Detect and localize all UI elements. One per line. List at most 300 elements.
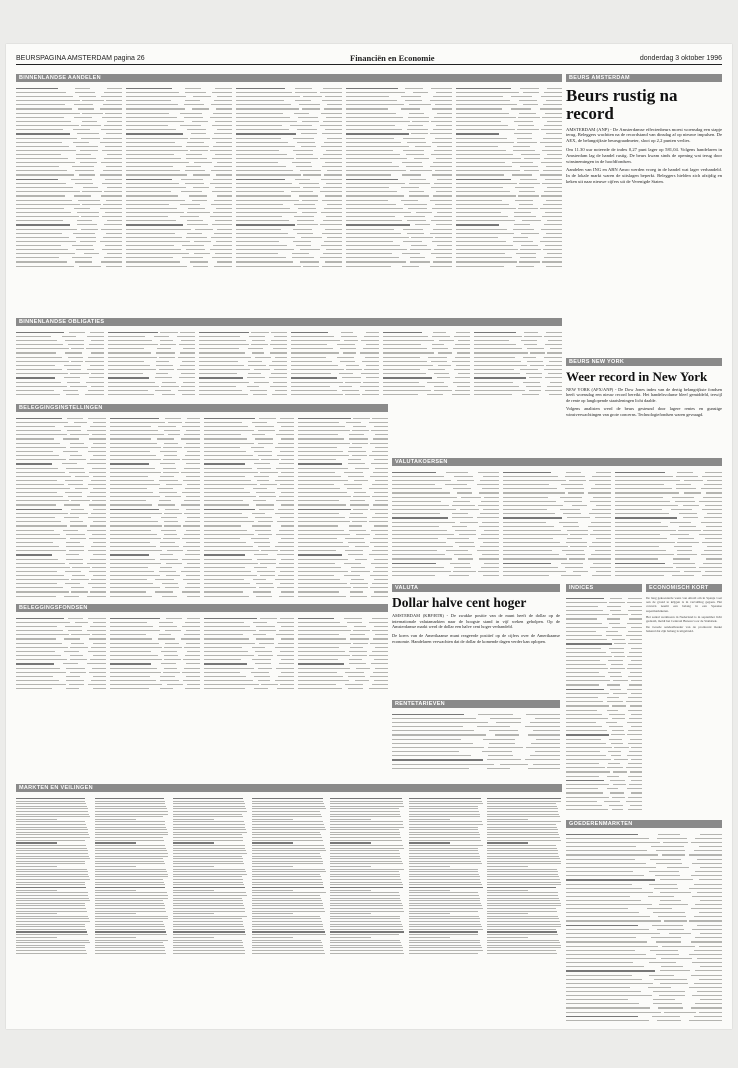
fine-print-line bbox=[204, 468, 252, 469]
fine-print-line bbox=[258, 680, 271, 681]
fine-print-line bbox=[298, 463, 342, 465]
fine-print-line bbox=[456, 224, 499, 226]
fine-print-line bbox=[89, 344, 104, 345]
fine-print-line bbox=[392, 751, 459, 752]
fine-print-line bbox=[180, 332, 196, 333]
fine-print-line bbox=[95, 811, 168, 812]
fine-print-line bbox=[694, 983, 722, 984]
fine-print-line bbox=[187, 224, 208, 225]
fine-print-line bbox=[590, 534, 610, 535]
fine-print-line bbox=[92, 567, 106, 568]
fine-print-line bbox=[236, 179, 285, 181]
fine-print-line bbox=[409, 829, 478, 830]
section-title: BINNENLANDSE OBLIGATIES bbox=[16, 318, 562, 326]
fine-print-line bbox=[430, 100, 452, 101]
fine-print-line bbox=[271, 332, 287, 333]
fine-print-line bbox=[372, 418, 388, 419]
fine-print-line bbox=[330, 898, 400, 899]
fine-print-line bbox=[489, 730, 518, 731]
fine-print-line bbox=[461, 497, 481, 498]
fine-print-line bbox=[566, 1003, 639, 1004]
fine-print-line bbox=[108, 336, 146, 337]
fine-print-line bbox=[70, 538, 86, 539]
fine-print-line bbox=[204, 567, 245, 568]
fine-print-line bbox=[71, 179, 92, 180]
fine-print-line bbox=[16, 676, 53, 677]
fine-print-line bbox=[185, 587, 200, 588]
fine-print-line bbox=[523, 382, 541, 383]
fine-print-line bbox=[16, 890, 57, 891]
fine-print-line bbox=[280, 618, 294, 619]
fine-print-line bbox=[360, 352, 378, 353]
fine-print-line bbox=[79, 174, 95, 175]
fine-print-line bbox=[16, 476, 71, 477]
fine-print-line bbox=[95, 837, 164, 838]
fine-print-line bbox=[352, 655, 367, 656]
fine-print-line bbox=[525, 759, 560, 760]
fine-print-line bbox=[352, 521, 367, 522]
fine-print-line bbox=[298, 534, 350, 535]
fine-print-line bbox=[276, 434, 294, 435]
fine-print-line bbox=[217, 129, 232, 130]
fine-print-line bbox=[91, 579, 106, 580]
fine-print-line bbox=[452, 517, 473, 518]
fine-print-line bbox=[252, 842, 293, 844]
fine-print-line bbox=[524, 170, 539, 171]
fine-print-line bbox=[184, 447, 201, 448]
fine-print-line bbox=[330, 808, 399, 809]
fine-print-line bbox=[689, 854, 722, 855]
fine-print-line bbox=[70, 521, 83, 522]
fine-print-line bbox=[348, 476, 364, 477]
fine-print-line bbox=[95, 829, 167, 830]
fine-print-line bbox=[301, 146, 316, 147]
fine-print-line bbox=[546, 365, 562, 366]
fine-print-line bbox=[16, 500, 69, 501]
fine-print-line bbox=[437, 377, 449, 378]
fine-print-line bbox=[374, 659, 388, 660]
fine-print-line bbox=[487, 874, 558, 875]
fine-print-line bbox=[660, 970, 690, 971]
fine-print-line bbox=[548, 340, 562, 341]
fine-print-line bbox=[392, 476, 444, 477]
fine-print-line bbox=[503, 530, 561, 531]
fine-print-line bbox=[452, 526, 467, 527]
fine-print-row bbox=[456, 264, 562, 268]
fine-print-line bbox=[699, 846, 722, 847]
fine-print-line bbox=[108, 394, 154, 395]
fine-print-line bbox=[298, 546, 349, 547]
fine-print-line bbox=[294, 113, 309, 114]
fine-print-line bbox=[184, 468, 200, 469]
fine-print-line bbox=[627, 656, 642, 657]
fine-print-line bbox=[16, 863, 85, 864]
fine-print-line bbox=[330, 892, 399, 893]
fine-print-line bbox=[546, 166, 562, 167]
fine-print-line bbox=[90, 365, 104, 366]
fine-print-line bbox=[433, 261, 452, 262]
fine-print-line bbox=[110, 484, 160, 485]
fine-print-line bbox=[615, 550, 667, 551]
fine-print-line bbox=[596, 472, 611, 473]
fine-print-line bbox=[126, 257, 173, 258]
fine-print-line bbox=[373, 438, 388, 439]
fine-print-line bbox=[297, 220, 314, 221]
fine-print-line bbox=[434, 183, 452, 184]
fine-print-line bbox=[182, 492, 200, 493]
fine-print-line bbox=[16, 504, 56, 505]
fine-print-line bbox=[431, 88, 452, 89]
fine-print-line bbox=[217, 229, 232, 230]
fine-print-line bbox=[77, 224, 97, 225]
fine-print-line bbox=[369, 521, 388, 522]
fine-print-line bbox=[369, 622, 388, 623]
fine-print-line bbox=[204, 559, 252, 560]
fine-print-line bbox=[607, 710, 618, 711]
fine-print-line bbox=[173, 816, 242, 817]
fine-print-line bbox=[293, 241, 311, 242]
fine-print-line bbox=[204, 517, 248, 518]
fine-print-line bbox=[487, 900, 559, 901]
fine-print-line bbox=[252, 863, 324, 864]
fine-print-line bbox=[16, 808, 88, 809]
fine-print-line bbox=[409, 806, 478, 807]
fine-print-line bbox=[353, 496, 370, 497]
article-new-york bbox=[566, 358, 722, 454]
fine-print-line bbox=[474, 361, 520, 362]
fine-print-line bbox=[346, 187, 389, 188]
fine-print-line bbox=[566, 863, 646, 864]
fine-print-line bbox=[274, 336, 287, 337]
fine-print-line bbox=[566, 979, 642, 980]
fine-print-line bbox=[628, 710, 642, 711]
fine-print-line bbox=[456, 113, 509, 114]
fine-print-line bbox=[566, 680, 610, 681]
fine-print-line bbox=[487, 876, 559, 877]
fine-print-line bbox=[159, 357, 175, 358]
fine-print-line bbox=[72, 245, 93, 246]
fine-print-line bbox=[628, 697, 642, 698]
fine-print-line bbox=[383, 352, 434, 353]
fine-print-line bbox=[487, 848, 556, 849]
fine-print-line bbox=[173, 845, 245, 846]
fine-print-line bbox=[173, 947, 244, 948]
fine-print-line bbox=[95, 942, 164, 943]
fine-print-line bbox=[548, 373, 562, 374]
fine-print-line bbox=[409, 869, 478, 870]
fine-print-line bbox=[253, 500, 267, 501]
fine-print-line bbox=[16, 257, 59, 258]
fine-print-line bbox=[653, 912, 686, 913]
fine-print-line bbox=[185, 688, 200, 689]
fine-print-line bbox=[392, 526, 439, 527]
fine-print-line bbox=[613, 693, 627, 694]
fine-print-line bbox=[106, 133, 122, 134]
fine-print-line bbox=[561, 575, 581, 576]
fine-print-line bbox=[95, 884, 165, 885]
fine-print-line bbox=[566, 606, 598, 607]
fine-print-line bbox=[590, 501, 610, 502]
fine-print-line bbox=[281, 559, 294, 560]
fine-print-line bbox=[279, 663, 294, 664]
fine-print-line bbox=[383, 382, 419, 383]
fine-print-line bbox=[526, 747, 560, 748]
fine-print-line bbox=[409, 861, 481, 862]
fine-print-line bbox=[549, 361, 562, 362]
fine-print-line bbox=[16, 672, 66, 673]
fine-print-line bbox=[173, 869, 245, 870]
fine-print-line bbox=[611, 734, 626, 735]
fine-print-line bbox=[16, 811, 88, 812]
fine-print-line bbox=[186, 643, 200, 644]
fine-print-line bbox=[325, 129, 342, 130]
fine-print-line bbox=[110, 626, 153, 627]
fine-print-line bbox=[542, 183, 562, 184]
fine-print-line bbox=[626, 701, 642, 702]
fine-print-line bbox=[110, 434, 164, 435]
fine-print-line bbox=[110, 480, 154, 481]
fine-print-line bbox=[330, 950, 403, 951]
fine-print-line bbox=[407, 142, 426, 143]
fine-print-line bbox=[545, 113, 562, 114]
fine-print-line bbox=[697, 859, 722, 860]
fine-print-line bbox=[524, 336, 542, 337]
fine-print-line bbox=[278, 476, 294, 477]
fine-print-line bbox=[590, 567, 610, 568]
article-paragraph: NEW YORK (AFX/ANP) - De Dow Jones index van de dertig belangrijkste fondsen heeft woensdag een nieuw record bereikt. Het handelsvolume bleef gemiddeld, terwijl de rente op langlopende staatsleningen licht daalde. bbox=[566, 386, 722, 403]
fine-print-line bbox=[212, 138, 232, 139]
fine-print-line bbox=[691, 975, 722, 976]
fine-print-line bbox=[65, 492, 82, 493]
fine-print-line bbox=[482, 554, 499, 555]
fine-print-line bbox=[236, 170, 293, 171]
fine-print-line bbox=[409, 824, 483, 825]
fine-print-line bbox=[527, 348, 545, 349]
fine-print-line bbox=[104, 92, 122, 93]
fine-print-line bbox=[346, 241, 393, 242]
article-paragraph: AMSTERDAM (ANP) - De Amsterdamse effectenbeurs moest woensdag een stapje terug. Beleggers wachtten na de recordstand van dinsdag af op nieuwe impulsen. De AEX, de belangrijkste beursgraadmeter, sloot op 2,2 punten verlies. bbox=[566, 126, 722, 144]
fine-print-line bbox=[566, 879, 655, 881]
fine-print-line bbox=[173, 806, 245, 807]
fine-print-line bbox=[662, 854, 685, 855]
fine-print-line bbox=[108, 332, 159, 334]
fine-print-line bbox=[252, 824, 324, 825]
fine-print-line bbox=[330, 908, 403, 909]
fine-print-line bbox=[16, 220, 63, 221]
fine-print-line bbox=[487, 892, 557, 893]
fine-print-line bbox=[16, 468, 58, 469]
fine-print-line bbox=[609, 739, 623, 740]
fine-print-line bbox=[159, 369, 174, 370]
fine-print-line bbox=[81, 138, 100, 139]
fine-print-line bbox=[217, 261, 232, 262]
fine-print-line bbox=[173, 953, 245, 954]
fine-print-line bbox=[16, 373, 68, 374]
fine-print-line bbox=[190, 150, 209, 151]
fine-print-line bbox=[213, 179, 232, 180]
fine-print-line bbox=[409, 848, 478, 849]
fine-print-line bbox=[281, 638, 295, 639]
fine-print-line bbox=[77, 220, 92, 221]
fine-print-line bbox=[95, 866, 136, 867]
fine-print-line bbox=[126, 229, 191, 230]
fine-print-line bbox=[126, 204, 169, 205]
fine-print-line bbox=[173, 848, 245, 849]
fine-print-line bbox=[187, 212, 209, 213]
fine-print-line bbox=[199, 394, 248, 395]
fine-print-line bbox=[611, 652, 624, 653]
fine-print-line bbox=[543, 138, 562, 139]
fine-print-line bbox=[73, 233, 95, 234]
fine-print-line bbox=[452, 394, 470, 395]
table-column bbox=[204, 616, 294, 694]
fine-print-line bbox=[701, 522, 722, 523]
fine-print-line bbox=[347, 622, 362, 623]
fine-print-line bbox=[16, 921, 90, 922]
fine-print-line bbox=[346, 113, 396, 114]
fine-print-line bbox=[70, 672, 86, 673]
fine-print-line bbox=[409, 918, 480, 919]
fine-print-line bbox=[275, 390, 287, 391]
fine-print-line bbox=[628, 763, 642, 764]
fine-print-line bbox=[163, 468, 176, 469]
fine-print-line bbox=[192, 200, 207, 201]
fine-print-line bbox=[254, 554, 268, 555]
fine-print-line bbox=[159, 571, 176, 572]
fine-print-line bbox=[104, 191, 122, 192]
fine-print-line bbox=[407, 233, 424, 234]
fine-print-line bbox=[346, 100, 397, 101]
fine-print-line bbox=[350, 634, 364, 635]
fine-print-line bbox=[434, 150, 452, 151]
text-column bbox=[173, 796, 248, 1022]
fine-print-line bbox=[373, 472, 388, 473]
fine-print-line bbox=[353, 630, 370, 631]
fine-print-line bbox=[173, 871, 246, 872]
fine-print-line bbox=[478, 571, 499, 572]
fine-print-line bbox=[615, 554, 674, 555]
fine-print-line bbox=[236, 88, 285, 90]
fine-print-line bbox=[108, 373, 143, 374]
fine-print-line bbox=[110, 468, 155, 469]
fine-print-line bbox=[252, 840, 323, 841]
fine-print-line bbox=[160, 542, 174, 543]
fine-print-line bbox=[210, 117, 232, 118]
fine-print-line bbox=[253, 622, 267, 623]
header-center: Financiën en Economie bbox=[350, 53, 435, 63]
fine-print-line bbox=[303, 174, 321, 175]
fine-print-line bbox=[236, 138, 281, 139]
fine-print-line bbox=[298, 672, 337, 673]
fine-print-line bbox=[82, 191, 102, 192]
fine-print-line bbox=[503, 476, 558, 477]
fine-print-line bbox=[433, 96, 452, 97]
fine-print-line bbox=[627, 755, 642, 756]
fine-print-line bbox=[252, 850, 326, 851]
fine-print-line bbox=[184, 513, 200, 514]
fine-print-line bbox=[16, 931, 87, 933]
fine-print-line bbox=[291, 373, 331, 374]
fine-print-line bbox=[110, 643, 159, 644]
fine-print-line bbox=[173, 866, 214, 867]
fine-print-line bbox=[589, 546, 610, 547]
fine-print-line bbox=[678, 530, 701, 531]
fine-print-line bbox=[16, 634, 69, 635]
fine-print-line bbox=[110, 634, 146, 635]
fine-print-line bbox=[257, 571, 275, 572]
fine-print-line bbox=[346, 92, 405, 93]
fine-print-line bbox=[95, 876, 169, 877]
fine-print-line bbox=[280, 418, 294, 419]
fine-print-line bbox=[291, 369, 344, 370]
fine-print-line bbox=[192, 108, 209, 109]
fine-print-line bbox=[204, 634, 243, 635]
fine-print-line bbox=[16, 853, 88, 854]
section-beleggingsfondsen bbox=[16, 604, 388, 694]
table-column bbox=[199, 330, 287, 400]
fine-print-line bbox=[110, 542, 150, 543]
fine-print-line bbox=[325, 261, 342, 262]
fine-print-line bbox=[691, 875, 722, 876]
fine-print-line bbox=[173, 900, 242, 901]
fine-print-line bbox=[105, 245, 122, 246]
fine-print-line bbox=[692, 962, 722, 963]
fine-print-line bbox=[252, 887, 324, 889]
section-title: MARKTEN EN VEILINGEN bbox=[16, 784, 562, 792]
fine-print-line bbox=[16, 887, 86, 889]
fine-print-line bbox=[652, 1016, 680, 1017]
fine-print-line bbox=[158, 504, 175, 505]
fine-print-line bbox=[346, 170, 406, 171]
fine-print-row bbox=[566, 807, 642, 811]
fine-print-line bbox=[302, 212, 317, 213]
fine-print-line bbox=[236, 233, 288, 234]
fine-print-line bbox=[254, 676, 269, 677]
fine-print-line bbox=[392, 714, 464, 716]
fine-print-line bbox=[95, 905, 165, 906]
fine-print-line bbox=[236, 220, 289, 221]
fine-print-line bbox=[157, 348, 171, 349]
fine-print-line bbox=[657, 1020, 680, 1021]
fine-print-line bbox=[16, 840, 85, 841]
fine-print-line bbox=[487, 808, 557, 809]
fine-print-line bbox=[298, 554, 342, 556]
fine-print-line bbox=[252, 892, 326, 893]
fine-print-line bbox=[16, 142, 62, 143]
fine-print-line bbox=[212, 125, 232, 126]
fine-print-line bbox=[565, 476, 585, 477]
fine-print-line bbox=[173, 814, 242, 815]
fine-print-line bbox=[375, 513, 389, 514]
fine-print-line bbox=[392, 718, 476, 719]
fine-print-line bbox=[199, 390, 242, 391]
fine-print-line bbox=[350, 647, 364, 648]
fine-print-line bbox=[156, 373, 168, 374]
fine-print-line bbox=[320, 224, 342, 225]
fine-print-line bbox=[374, 525, 388, 526]
fine-print-line bbox=[90, 591, 106, 592]
fine-print-line bbox=[252, 832, 321, 833]
fine-print-line bbox=[215, 121, 232, 122]
fine-print-line bbox=[236, 216, 282, 217]
fine-print-line bbox=[401, 200, 418, 201]
fine-print-line bbox=[437, 146, 452, 147]
fine-print-line bbox=[566, 933, 660, 934]
fine-print-line bbox=[628, 631, 642, 632]
fine-print-line bbox=[298, 567, 341, 568]
fine-print-line bbox=[160, 546, 179, 547]
fine-print-line bbox=[372, 484, 388, 485]
